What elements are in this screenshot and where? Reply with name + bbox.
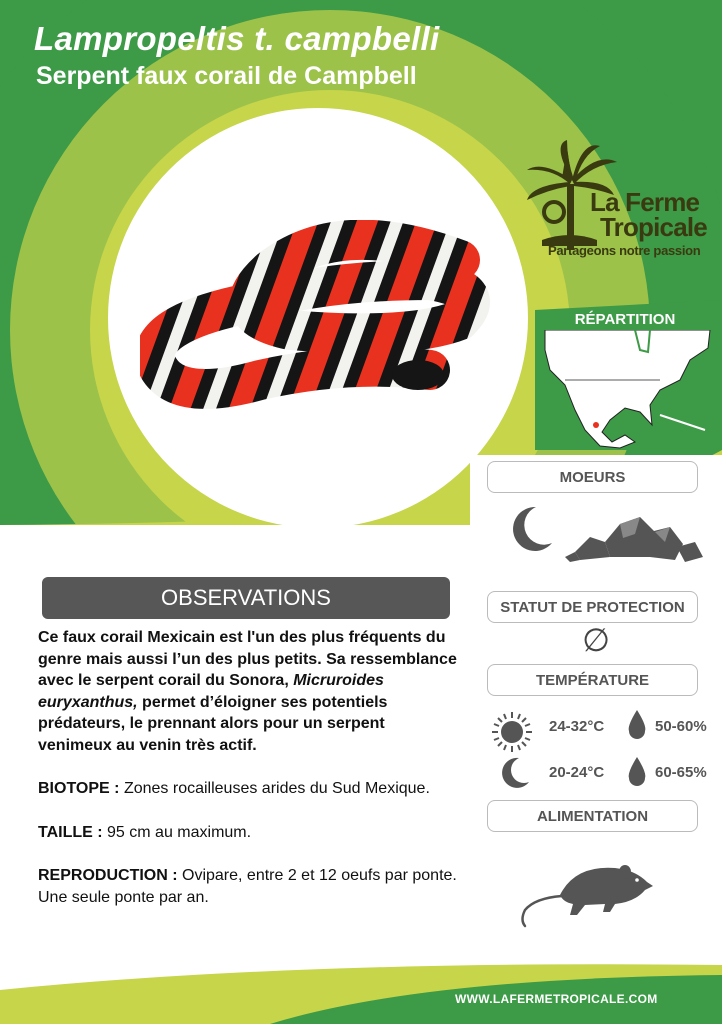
biotope-paragraph: BIOTOPE : Zones rocailleuses arides du Sud Mexique.	[38, 780, 430, 797]
alimentation-label: ALIMENTATION	[487, 800, 698, 832]
brand-name-line1: La Ferme	[590, 187, 700, 217]
rocks-icon	[565, 512, 705, 567]
observations-text	[38, 627, 458, 930]
temperature-label: TEMPÉRATURE	[487, 664, 698, 696]
taille-label: TAILLE :	[38, 823, 103, 841]
protection-status-symbol: ∅	[582, 622, 610, 658]
day-temperature: 24-32°C	[549, 718, 605, 735]
observations-header: OBSERVATIONS	[42, 577, 450, 619]
taille-paragraph: TAILLE : 95 cm au maximum.	[38, 823, 252, 841]
brand-tagline: Partageons notre passion	[548, 243, 701, 258]
biotope-label: BIOTOPE :	[38, 780, 120, 797]
night-humidity: 60-65%	[655, 764, 707, 781]
distribution-map	[540, 330, 716, 450]
moeurs-label: MOEURS	[487, 461, 698, 493]
distribution-marker-icon	[593, 422, 599, 428]
moon-icon	[508, 505, 553, 553]
night-moon-icon	[500, 757, 530, 789]
reproduction-label: REPRODUCTION :	[38, 867, 178, 884]
day-humidity: 50-60%	[655, 718, 707, 735]
species-title: Lampropeltis t. campbelli	[34, 20, 440, 57]
species-common-name: Serpent faux corail de Campbell	[36, 62, 417, 90]
reproduction-paragraph: REPRODUCTION : Ovipare, entre 2 et 12 oeufs par ponte. Une seule ponte par an.	[38, 867, 457, 906]
species-reference: Micruroides euryxanthus,	[38, 672, 384, 711]
night-temperature: 20-24°C	[549, 764, 605, 781]
night-humidity-drop-icon	[627, 757, 647, 787]
humidity-drop-icon	[627, 710, 647, 740]
website-link[interactable]: WWW.LAFERMETROPICALE.COM	[455, 992, 658, 1006]
snake-image	[140, 220, 490, 430]
repartition-title: RÉPARTITION	[574, 311, 676, 328]
mouse-icon	[515, 860, 655, 930]
brand-name-line2: Tropicale	[600, 212, 707, 242]
statut-protection-label: STATUT DE PROTECTION	[487, 591, 698, 623]
sun-icon	[490, 710, 534, 754]
intro-paragraph: Ce faux corail Mexicain est l'un des plus fréquents du genre mais aussi l’un des plus petits. Sa ressemblance avec le serpent corail du Sonora, Micruroides euryxanthus, permet d’éloigner ses potentiels prédateurs, le prennant alors pour un serpent venimeux au venin très actif.	[38, 629, 457, 754]
